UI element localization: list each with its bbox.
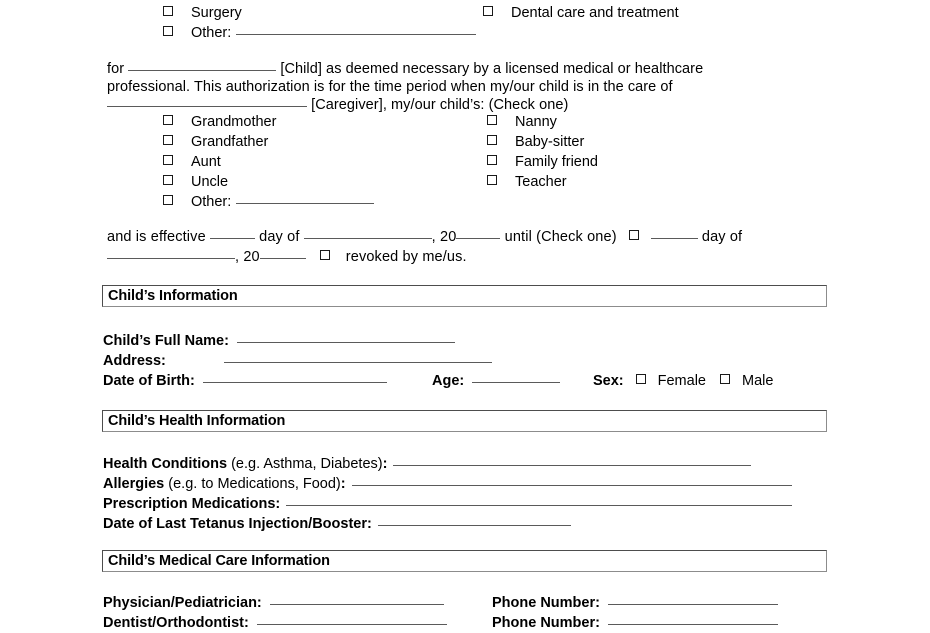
section-title-child-medical-care-information: Child’s Medical Care Information [108, 553, 330, 569]
checkbox-label-sex-female: Female [657, 373, 706, 389]
checkbox-option-family-friend[interactable] [487, 152, 598, 172]
checkbox-label-uncle: Uncle [191, 174, 229, 190]
field-label-allergies: Allergies [103, 476, 165, 492]
blank-rule-year-end[interactable] [260, 258, 306, 259]
field-tetanus-date [103, 514, 571, 534]
checkbox-label-other-treatment: Other: [191, 25, 232, 41]
effective-date-line1 [107, 227, 742, 247]
checkbox-teacher[interactable] [487, 175, 497, 185]
checkbox-label-aunt: Aunt [191, 154, 221, 170]
checkbox-option-aunt[interactable] [163, 152, 221, 172]
checkbox-label-sex-male: Male [742, 373, 774, 389]
field-child-full-name [103, 331, 455, 351]
section-title-child-health-information: Child’s Health Information [108, 413, 286, 429]
field-label-dentist-phone-number: Phone Number: [492, 615, 600, 631]
blank-rule-other-treatment[interactable] [236, 34, 476, 35]
effective-line2-mid: , 20 [235, 249, 260, 265]
blank-rule-month-start[interactable] [304, 238, 432, 239]
effective-pre: and is effective [107, 229, 210, 245]
field-label-physician-phone-number: Phone Number: [492, 595, 600, 611]
checkbox-option-other-treatment[interactable] [163, 23, 476, 43]
blank-rule-child-name[interactable] [128, 70, 276, 71]
field-dentist-orthodontist [103, 613, 447, 633]
checkbox-uncle[interactable] [163, 175, 173, 185]
checkbox-until-date[interactable] [629, 230, 639, 240]
checkbox-label-surgery: Surgery [191, 5, 242, 21]
blank-rule-caregiver-name[interactable] [107, 106, 307, 107]
field-date-of-birth [103, 371, 387, 391]
blank-rule-physician-phone-number[interactable] [608, 604, 778, 605]
checkbox-option-grandmother[interactable] [163, 112, 276, 132]
blank-rule-day-end[interactable] [651, 238, 698, 239]
section-header-child-medical-care-information [102, 550, 827, 572]
paragraph-line1-post: [Child] as deemed necessary by a licensed medical or healthcare [276, 61, 704, 77]
checkbox-label-teacher: Teacher [515, 174, 567, 190]
paragraph-line3-post: [Caregiver], my/our child’s: (Check one) [307, 97, 569, 113]
field-note-health-conditions: (e.g. Asthma, Diabetes) [227, 456, 383, 472]
blank-rule-dentist-phone-number[interactable] [608, 624, 778, 625]
checkbox-other-treatment[interactable] [163, 26, 173, 36]
checkbox-revoked[interactable] [320, 250, 330, 260]
blank-rule-tetanus-date[interactable] [378, 525, 571, 526]
field-label-tetanus-date: Date of Last Tetanus Injection/Booster: [103, 516, 372, 532]
field-health-conditions [103, 454, 751, 474]
checkbox-grandmother[interactable] [163, 115, 173, 125]
checkbox-surgery[interactable] [163, 6, 173, 16]
checkbox-option-baby-sitter[interactable] [487, 132, 584, 152]
blank-rule-other-caregiver[interactable] [236, 203, 374, 204]
field-label-date-of-birth: Date of Birth: [103, 373, 195, 389]
field-physician-pediatrician [103, 593, 444, 613]
field-label-age: Age: [432, 373, 465, 389]
checkbox-option-teacher[interactable] [487, 172, 567, 192]
field-allergies [103, 474, 792, 494]
effective-line2-tail: revoked by me/us. [345, 249, 467, 265]
paragraph-line1-pre: for [107, 61, 129, 77]
checkbox-option-nanny[interactable] [487, 112, 557, 132]
field-age [432, 371, 560, 391]
checkbox-grandfather[interactable] [163, 135, 173, 145]
checkbox-option-grandfather[interactable] [163, 132, 268, 152]
field-sex [593, 371, 773, 391]
field-label-address: Address: [103, 353, 166, 369]
checkbox-label-nanny: Nanny [515, 114, 557, 130]
checkbox-label-baby-sitter: Baby-sitter [515, 134, 585, 150]
field-colon-health-conditions: : [382, 456, 388, 472]
field-label-health-conditions: Health Conditions [103, 456, 228, 472]
blank-rule-dentist-orthodontist[interactable] [257, 624, 447, 625]
blank-rule-date-of-birth[interactable] [203, 382, 387, 383]
checkbox-option-dental-care[interactable] [483, 3, 679, 23]
checkbox-option-uncle[interactable] [163, 172, 228, 192]
checkbox-option-surgery[interactable] [163, 3, 242, 23]
section-title-child-information: Child’s Information [108, 288, 238, 304]
field-dentist-phone-number [492, 613, 778, 633]
field-label-prescription-medications: Prescription Medications: [103, 496, 281, 512]
field-address [103, 351, 492, 371]
checkbox-option-other-caregiver[interactable] [163, 192, 374, 212]
checkbox-sex-female[interactable] [636, 374, 646, 384]
checkbox-label-other-caregiver: Other: [191, 194, 232, 210]
field-colon-allergies: : [340, 476, 346, 492]
checkbox-label-grandfather: Grandfather [191, 134, 269, 150]
effective-mid2: , 20 [431, 229, 457, 245]
blank-rule-physician-pediatrician[interactable] [270, 604, 444, 605]
field-label-physician-pediatrician: Physician/Pediatrician: [103, 595, 262, 611]
effective-date-line2 [107, 247, 467, 267]
blank-rule-age[interactable] [472, 382, 560, 383]
checkbox-label-dental-care: Dental care and treatment [511, 5, 679, 21]
section-header-child-information [102, 285, 827, 307]
effective-tail1: day of [697, 229, 743, 245]
blank-rule-address[interactable] [224, 362, 492, 363]
section-header-child-health-information [102, 410, 827, 432]
field-prescription-medications [103, 494, 792, 514]
checkbox-sex-male[interactable] [720, 374, 730, 384]
field-label-child-full-name: Child’s Full Name: [103, 333, 229, 349]
checkbox-label-family-friend: Family friend [515, 154, 598, 170]
blank-rule-child-full-name[interactable] [237, 342, 455, 343]
blank-rule-prescription-medications[interactable] [286, 505, 792, 506]
blank-rule-allergies[interactable] [352, 485, 792, 486]
blank-rule-year-start[interactable] [456, 238, 500, 239]
field-label-dentist-orthodontist: Dentist/Orthodontist: [103, 615, 249, 631]
checkbox-baby-sitter[interactable] [487, 135, 497, 145]
checkbox-dental-care[interactable] [483, 6, 493, 16]
checkbox-aunt[interactable] [163, 155, 173, 165]
field-note-allergies: (e.g. to Medications, Food) [164, 476, 341, 492]
blank-rule-month-end[interactable] [107, 258, 235, 259]
blank-rule-health-conditions[interactable] [393, 465, 751, 466]
effective-mid3: until (Check one) [500, 229, 617, 245]
effective-mid1: day of [254, 229, 304, 245]
checkbox-family-friend[interactable] [487, 155, 497, 165]
field-physician-phone-number [492, 593, 778, 613]
field-label-sex: Sex: [593, 373, 624, 389]
checkbox-other-caregiver[interactable] [163, 195, 173, 205]
checkbox-nanny[interactable] [487, 115, 497, 125]
blank-rule-day-start[interactable] [210, 238, 255, 239]
paragraph-line2: professional. This authorization is for the time period when my/our child is in the care of [107, 79, 673, 95]
checkbox-label-grandmother: Grandmother [191, 114, 277, 130]
